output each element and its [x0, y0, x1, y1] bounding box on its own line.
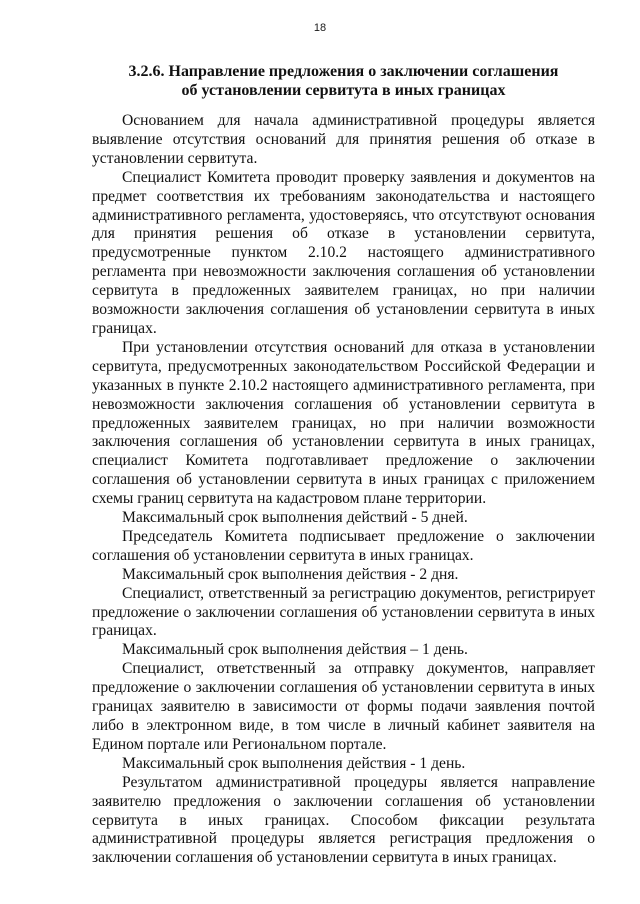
section-heading-line-2: об установлении сервитута в иных границах: [181, 82, 506, 99]
page-number: 18: [313, 22, 327, 34]
paragraph: Основанием для начала административной процедуры является выявление отсутствия оснований для принятия решения об отказе в установлении сервитута.: [92, 112, 595, 167]
paragraph: Специалист Комитета проводит проверку заявления и документов на предмет соответствия их требованиям законодательства и настоящего административного регламента, удостоверяясь, что отсутствуют основания для принятия решения об отказе в установлении сервитута, предусмотренные пунктом 2.10.2 настоящего административного регламента при невозможности заключения соглашения об установлении сервитута в предложенных заявителем границах, но при наличии возможности заключения соглашения об установлении сервитута в иных границах.: [92, 168, 595, 337]
paragraph: Председатель Комитета подписывает предложение о заключении соглашения об установлении сервитута в иных границах.: [92, 527, 595, 564]
paragraph: Результатом административной процедуры является направление заявителю предложения о заключении соглашения об установлении сервитута в иных границах. Способом фиксации результата административной процедуры является регистрация предложения о заключении соглашения об установлении сервитута в иных границах.: [92, 773, 595, 867]
paragraph: При установлении отсутствия оснований для отказа в установлении сервитута, предусмотренных законодательством Российской Федерации и указанных в пункте 2.10.2 настоящего административного регламента, при невозможности заключения соглашения об установлении сервитута в предложенных заявителем границах, но при наличии возможности заключения соглашения об установлении сервитута в иных границах, специалист Комитета подготавливает предложение о заключении соглашения об установлении сервитута в иных границах с приложением схемы границ сервитута на кадастровом плане территории.: [92, 338, 595, 508]
section-heading-line-1: 3.2.6. Направление предложения о заключении соглашения: [128, 63, 559, 80]
paragraph: Специалист, ответственный за отправку документов, направляет предложение о заключении соглашения об установлении сервитута в иных границах заявителю в зависимости от формы подачи заявления почтой либо в электронном виде, в том числе в личный кабинет заявителя на Едином портале или Региональном портале.: [92, 660, 595, 753]
document-body: [92, 112, 595, 868]
paragraph: Специалист, ответственный за регистрацию документов, регистрирует предложение о заключении соглашения об установлении сервитута в иных границах.: [92, 584, 595, 640]
section-heading: [92, 62, 595, 100]
paragraph: Максимальный срок выполнения действий - 5 дней.: [122, 509, 468, 527]
paragraph: Максимальный срок выполнения действия – 1 день.: [122, 641, 468, 659]
paragraph: Максимальный срок выполнения действия - 2 дня.: [122, 565, 459, 583]
paragraph: Максимальный срок выполнения действия - 1 день.: [122, 754, 466, 772]
